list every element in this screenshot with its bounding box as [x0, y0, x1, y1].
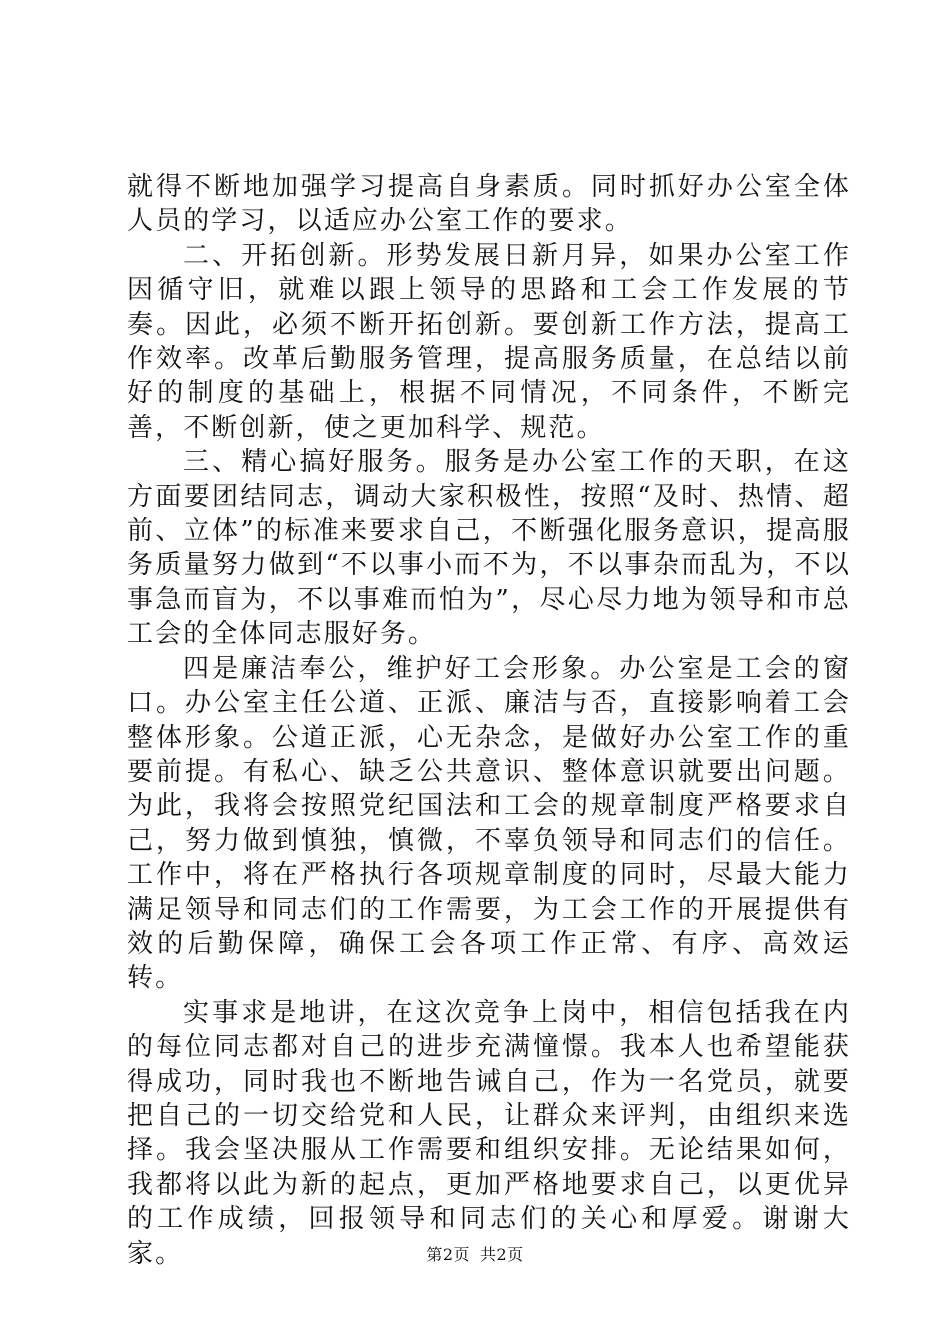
paragraph-innovation: 二、开拓创新。形势发展日新月异，如果办公室工作因循守旧，就难以跟上领导的思路和工会工作发展的节奏。因此，必须不断开拓创新。要创新工作方法，提高工作效率。改革后勤服务管理，提高服务质量，在总结以前好的制度的基础上，根据不同情况，不同条件，不断完善，不断创新，使之更加科学、规范。 — [127, 240, 851, 443]
document-body — [127, 170, 851, 1271]
paragraph-closing: 实事求是地讲，在这次竞争上岗中，相信包括我在内的每位同志都对自己的进步充满憧憬。我本人也希望能获得成功，同时我也不断地告诫自己，作为一名党员，就要把自己的一切交给党和人民，让群众来评判，由组织来选择。我会坚决服从工作需要和组织安排。无论结果如何，我都将以此为新的起点，更加严格地要求自己，以更优异的工作成绩，回报领导和同志们的关心和厚爱。谢谢大家。 — [127, 997, 851, 1269]
page-footer — [0, 1244, 950, 1266]
paragraph-continuation: 就得不断地加强学习提高自身素质。同时抓好办公室全体人员的学习，以适应办公室工作的要求。 — [127, 172, 851, 237]
page-number-current: 第2页 — [426, 1245, 470, 1264]
page-number-total: 共2页 — [480, 1245, 524, 1264]
paragraph-service: 三、精心搞好服务。服务是办公室工作的天职，在这方面要团结同志，调动大家积极性，按照“及时、热情、超前、立体”的标准来要求自己，不断强化服务意识，提高服务质量努力做到“不以事小而不为，不以事杂而乱为，不以事急而盲为，不以事难而怕为”，尽心尽力地为领导和市总工会的全体同志服好务。 — [127, 447, 851, 650]
paragraph-integrity: 四是廉洁奉公，维护好工会形象。办公室是工会的窗口。办公室主任公道、正派、廉洁与否，直接影响着工会整体形象。公道正派，心无杂念，是做好办公室工作的重要前提。有私心、缺乏公共意识、整体意识就要出问题。为此，我将会按照党纪国法和工会的规章制度严格要求自己，努力做到慎独，慎微，不辜负领导和同志们的信任。工作中，将在严格执行各项规章制度的同时，尽最大能力满足领导和同志们的工作需要，为工会工作的开展提供有效的后勤保障，确保工会各项工作正常、有序、高效运转。 — [127, 653, 851, 994]
